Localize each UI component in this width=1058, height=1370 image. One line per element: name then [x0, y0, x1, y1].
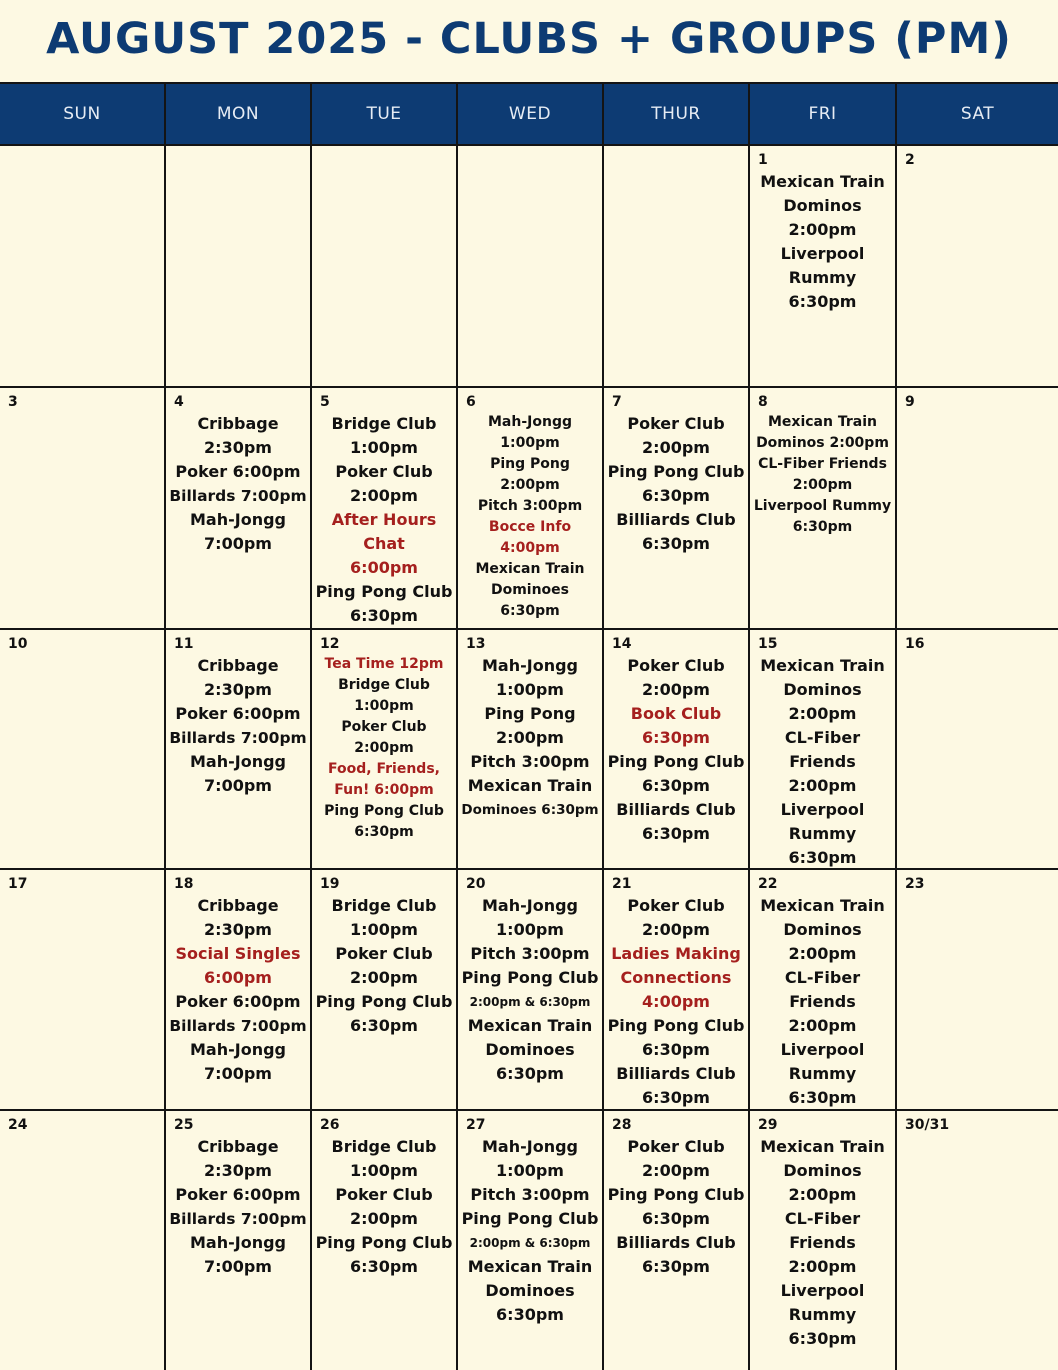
- event-line: 1:00pm: [500, 435, 560, 451]
- day-cell: [166, 1111, 312, 1370]
- day-number: 20: [466, 876, 486, 892]
- special-event-line: Fun! 6:00pm: [334, 782, 434, 798]
- day-events: [750, 654, 895, 870]
- event-line: Poker Club: [627, 414, 725, 433]
- day-events: [604, 654, 748, 846]
- event-line: Pitch 3:00pm: [470, 1185, 590, 1204]
- weekday-header-sun: SUN: [0, 84, 166, 144]
- day-number: 13: [466, 636, 486, 652]
- event-line: Ping Pong: [490, 456, 570, 472]
- event-line: 6:30pm: [496, 1064, 564, 1083]
- event-line: 1:00pm: [496, 680, 564, 699]
- day-cell: [604, 1111, 750, 1370]
- event-line: Dominos: [783, 1161, 862, 1180]
- event-line: Bridge Club: [331, 1137, 437, 1156]
- day-number: 9: [905, 394, 915, 410]
- day-cell: [897, 388, 1058, 630]
- day-cell: [458, 388, 604, 630]
- event-line: Mexican Train: [760, 1137, 885, 1156]
- event-line: Ping Pong Club: [461, 968, 599, 987]
- event-line: Friends: [789, 1233, 856, 1252]
- day-number: 28: [612, 1117, 632, 1133]
- event-line: Ping Pong Club: [315, 582, 453, 601]
- event-line: 2:30pm: [204, 680, 272, 699]
- day-cell: [166, 630, 312, 870]
- day-number: 23: [905, 876, 925, 892]
- calendar-grid: [0, 146, 1058, 1370]
- event-line: 2:00pm: [788, 704, 857, 723]
- special-event-line: Social Singles: [175, 944, 301, 963]
- event-line: 2:00pm: [642, 920, 710, 939]
- day-cell: [312, 630, 458, 870]
- event-line: Poker Club: [627, 1137, 725, 1156]
- special-event-line: 4:00pm: [642, 992, 710, 1011]
- special-event-line: Book Club: [630, 704, 722, 723]
- event-line: Mah-Jongg: [190, 1233, 286, 1252]
- event-line: Ping Pong Club: [315, 1233, 453, 1252]
- event-line: Ping Pong Club: [461, 1209, 599, 1228]
- event-line: Friends: [789, 752, 856, 771]
- event-line: 2:00pm: [350, 968, 418, 987]
- event-line: Ping Pong Club: [607, 752, 745, 771]
- event-line: Poker 6:00pm: [175, 704, 301, 723]
- weekday-header-fri: FRI: [750, 84, 897, 144]
- event-line: Rummy: [788, 824, 857, 843]
- day-events: [312, 894, 456, 1038]
- event-line: 2:00pm: [496, 728, 564, 747]
- day-cell: [604, 388, 750, 630]
- day-cell: [458, 870, 604, 1111]
- day-number: 16: [905, 636, 925, 652]
- event-line: 2:00pm: [788, 944, 857, 963]
- day-cell: [312, 388, 458, 630]
- event-line: Billards 7:00pm: [169, 729, 307, 747]
- day-number: 24: [8, 1117, 28, 1133]
- day-cell: [604, 630, 750, 870]
- event-line: 7:00pm: [204, 776, 272, 795]
- event-line: 2:30pm: [204, 1161, 272, 1180]
- event-line: Bridge Club: [338, 677, 430, 693]
- day-cell: [0, 1111, 166, 1370]
- event-line: 6:30pm: [642, 1209, 710, 1228]
- event-line: 7:00pm: [204, 534, 272, 553]
- event-line: 2:00pm: [788, 1185, 857, 1204]
- day-events: [604, 412, 748, 556]
- event-line: Cribbage: [197, 896, 279, 915]
- day-cell: [458, 146, 604, 388]
- event-line: Dominos: [783, 680, 862, 699]
- event-line: CL-Fiber: [784, 1209, 861, 1228]
- day-cell: [750, 388, 897, 630]
- event-line: Pitch 3:00pm: [470, 752, 590, 771]
- day-cell: [0, 146, 166, 388]
- day-cell: [604, 870, 750, 1111]
- event-line: Pitch 3:00pm: [470, 944, 590, 963]
- day-number: 8: [758, 394, 768, 410]
- day-number: 26: [320, 1117, 340, 1133]
- event-line: Dominos: [783, 920, 862, 939]
- special-event-line: Chat: [363, 534, 405, 553]
- day-number: 3: [8, 394, 18, 410]
- day-cell: [312, 146, 458, 388]
- day-events: [604, 894, 748, 1110]
- event-line: 2:00pm: [788, 1257, 857, 1276]
- event-line: Dominoes: [490, 582, 570, 598]
- day-number: 21: [612, 876, 632, 892]
- event-line: Mexican Train: [467, 776, 593, 795]
- special-event-line: 6:30pm: [642, 728, 710, 747]
- special-event-line: Food, Friends,: [328, 761, 440, 777]
- event-line: 1:00pm: [496, 920, 564, 939]
- event-line: Ping Pong: [484, 704, 576, 723]
- event-line: Bridge Club: [331, 896, 437, 915]
- event-line: Ping Pong Club: [607, 462, 745, 481]
- weekday-header-sat: SAT: [960, 104, 995, 124]
- event-line: 6:30pm: [642, 1088, 710, 1107]
- special-event-line: 4:00pm: [500, 540, 560, 556]
- weekday-header-wed: WED: [458, 84, 604, 144]
- day-cell: [166, 870, 312, 1111]
- event-line: Cribbage: [197, 414, 279, 433]
- event-line: 1:00pm: [496, 1161, 564, 1180]
- day-cell: [458, 630, 604, 870]
- day-cell: [312, 870, 458, 1111]
- event-line: 2:30pm: [204, 920, 272, 939]
- event-line: Poker Club: [335, 462, 433, 481]
- event-line: 7:00pm: [204, 1257, 272, 1276]
- day-number: 11: [174, 636, 194, 652]
- special-event-line: After Hours: [331, 510, 437, 529]
- day-cell: [312, 1111, 458, 1370]
- event-line: Billiards Club: [616, 1064, 736, 1083]
- event-line: 6:30pm: [500, 603, 560, 619]
- day-events: [750, 170, 895, 314]
- event-line: Dominoes: [485, 1040, 575, 1059]
- event-line: 6:30pm: [788, 1329, 857, 1348]
- day-number: 1: [758, 152, 768, 168]
- event-line: 6:30pm: [350, 606, 418, 625]
- event-line: Ping Pong Club: [315, 992, 453, 1011]
- day-number: 18: [174, 876, 194, 892]
- event-line: 6:30pm: [350, 1257, 418, 1276]
- special-event-line: Bocce Info: [488, 519, 572, 535]
- event-line: 2:00pm: [642, 680, 710, 699]
- event-line: 6:30pm: [788, 1088, 857, 1107]
- event-line: Rummy: [788, 268, 857, 287]
- event-line: Mah-Jongg: [190, 1040, 286, 1059]
- event-line: Poker 6:00pm: [175, 992, 301, 1011]
- day-number: 30/31: [905, 1117, 950, 1133]
- event-line: Mexican Train: [760, 172, 885, 191]
- event-line: Mexican Train: [467, 1257, 593, 1276]
- event-line: 6:30pm: [350, 1016, 418, 1035]
- event-line: Mah-Jongg: [190, 510, 286, 529]
- event-line: Mah-Jongg: [488, 414, 572, 430]
- event-line: Billards 7:00pm: [169, 1210, 307, 1228]
- event-line: Billards 7:00pm: [169, 1017, 307, 1035]
- event-line: 6:30pm: [788, 292, 857, 311]
- event-line: Poker 6:00pm: [175, 1185, 301, 1204]
- day-events: [458, 1135, 602, 1327]
- event-line: Dominos 2:00pm: [756, 435, 889, 451]
- day-events: [312, 1135, 456, 1279]
- day-number: 25: [174, 1117, 194, 1133]
- event-line: 2:00pm: [350, 486, 418, 505]
- special-event-line: Tea Time 12pm: [324, 656, 444, 672]
- special-event-line: 6:00pm: [350, 558, 418, 577]
- event-line: CL-Fiber Friends: [758, 456, 887, 472]
- event-line: Mexican Train: [760, 896, 885, 915]
- weekday-header-thur: THUR: [604, 84, 750, 144]
- event-line: Mexican Train: [768, 414, 877, 430]
- event-line: Billiards Club: [616, 510, 736, 529]
- day-events: [750, 1135, 895, 1351]
- event-line: Dominoes 6:30pm: [461, 802, 599, 818]
- weekday-header-tue: TUE: [312, 84, 458, 144]
- day-events: [166, 894, 310, 1086]
- event-line: Billiards Club: [616, 1233, 736, 1252]
- event-line: Dominos: [783, 196, 862, 215]
- event-line: Ping Pong Club: [607, 1016, 745, 1035]
- event-line: Poker Club: [627, 656, 725, 675]
- event-line: Friends: [789, 992, 856, 1011]
- day-cell: [750, 146, 897, 388]
- event-line: Bridge Club: [331, 414, 437, 433]
- event-line: 2:00pm: [792, 477, 853, 493]
- event-line: Liverpool Rummy: [753, 498, 892, 514]
- special-event-line: Connections: [620, 968, 732, 987]
- event-line: Mah-Jongg: [482, 656, 578, 675]
- event-line: Mexican Train: [467, 1016, 593, 1035]
- event-line: 6:30pm: [642, 1040, 710, 1059]
- day-number: 14: [612, 636, 632, 652]
- event-line: Poker Club: [335, 944, 433, 963]
- event-line: 6:30pm: [792, 519, 853, 535]
- day-events: [604, 1135, 748, 1279]
- event-line: Mexican Train: [760, 656, 885, 675]
- event-line: Liverpool: [780, 244, 865, 263]
- event-line: 6:30pm: [354, 824, 414, 840]
- event-line: Mah-Jongg: [482, 1137, 578, 1156]
- event-line: 2:00pm: [642, 438, 710, 457]
- event-line: Mexican Train: [475, 561, 585, 577]
- event-line: 1:00pm: [350, 920, 418, 939]
- day-cell: [897, 146, 1058, 388]
- event-line: Pitch 3:00pm: [477, 498, 583, 514]
- event-line: Liverpool: [780, 1281, 865, 1300]
- event-line: Mah-Jongg: [482, 896, 578, 915]
- day-events: [166, 1135, 310, 1279]
- day-cell: [458, 1111, 604, 1370]
- day-events: [458, 412, 602, 622]
- event-line: Cribbage: [197, 1137, 279, 1156]
- event-line: 6:30pm: [642, 1257, 710, 1276]
- day-cell: [897, 630, 1058, 870]
- day-number: 27: [466, 1117, 486, 1133]
- day-cell: [0, 388, 166, 630]
- event-line: 2:00pm: [788, 1016, 857, 1035]
- event-line: Dominoes: [485, 1281, 575, 1300]
- day-cell: [0, 870, 166, 1111]
- event-line: Cribbage: [197, 656, 279, 675]
- day-events: [458, 894, 602, 1086]
- event-line: Poker Club: [341, 719, 427, 735]
- day-cell: [750, 630, 897, 870]
- day-events: [166, 412, 310, 556]
- event-line: 2:00pm: [788, 776, 857, 795]
- day-cell: [0, 630, 166, 870]
- event-line: 6:30pm: [496, 1305, 564, 1324]
- day-events: [458, 654, 602, 822]
- event-line: Billiards Club: [616, 800, 736, 819]
- event-line: Poker Club: [335, 1185, 433, 1204]
- day-cell: [897, 870, 1058, 1111]
- event-line: 2:00pm: [500, 477, 560, 493]
- event-line: 6:30pm: [642, 776, 710, 795]
- special-event-line: 6:00pm: [204, 968, 272, 987]
- day-number: 7: [612, 394, 622, 410]
- event-line: CL-Fiber: [784, 728, 861, 747]
- event-line: Liverpool: [780, 800, 865, 819]
- event-line: Rummy: [788, 1305, 857, 1324]
- event-line: 6:30pm: [642, 534, 710, 553]
- day-cell: [897, 1111, 1058, 1370]
- event-line: Ping Pong Club: [607, 1185, 745, 1204]
- special-event-line: Ladies Making: [611, 944, 741, 963]
- event-line: Ping Pong Club: [324, 803, 444, 819]
- event-line: 6:30pm: [788, 848, 857, 867]
- event-line: Liverpool: [780, 1040, 865, 1059]
- day-number: 2: [905, 152, 915, 168]
- day-events: [312, 654, 456, 843]
- day-number: 15: [758, 636, 778, 652]
- event-line: 1:00pm: [354, 698, 414, 714]
- day-events: [166, 654, 310, 798]
- event-line: CL-Fiber: [784, 968, 861, 987]
- event-line: Billards 7:00pm: [169, 487, 307, 505]
- event-line: 2:00pm: [642, 1161, 710, 1180]
- day-number: 10: [8, 636, 28, 652]
- day-cell: [166, 388, 312, 630]
- day-number: 29: [758, 1117, 778, 1133]
- day-events: [750, 894, 895, 1110]
- day-number: 4: [174, 394, 184, 410]
- event-line: 1:00pm: [350, 1161, 418, 1180]
- event-line: 2:00pm: [788, 220, 857, 239]
- event-line: Mah-Jongg: [190, 752, 286, 771]
- weekday-header-row: [0, 82, 1058, 146]
- event-line: 2:00pm & 6:30pm: [469, 1236, 591, 1250]
- day-number: 12: [320, 636, 340, 652]
- event-line: 2:30pm: [204, 438, 272, 457]
- event-line: 2:00pm: [354, 740, 414, 756]
- day-number: 5: [320, 394, 330, 410]
- day-cell: [604, 146, 750, 388]
- event-line: 1:00pm: [350, 438, 418, 457]
- day-cell: [166, 146, 312, 388]
- weekday-header-mon: MON: [166, 84, 312, 144]
- event-line: Rummy: [788, 1064, 857, 1083]
- calendar-title: AUGUST 2025 - CLUBS + GROUPS (PM): [46, 14, 1012, 64]
- day-events: [750, 412, 895, 538]
- day-cell: [750, 1111, 897, 1370]
- day-number: 22: [758, 876, 778, 892]
- day-number: 19: [320, 876, 340, 892]
- event-line: 6:30pm: [642, 824, 710, 843]
- event-line: 6:30pm: [642, 486, 710, 505]
- day-number: 17: [8, 876, 28, 892]
- day-number: 6: [466, 394, 476, 410]
- event-line: 2:00pm: [350, 1209, 418, 1228]
- event-line: Poker Club: [627, 896, 725, 915]
- day-cell: [750, 870, 897, 1111]
- event-line: 2:00pm & 6:30pm: [469, 995, 591, 1009]
- event-line: 7:00pm: [204, 1064, 272, 1083]
- day-events: [312, 412, 456, 628]
- event-line: Poker 6:00pm: [175, 462, 301, 481]
